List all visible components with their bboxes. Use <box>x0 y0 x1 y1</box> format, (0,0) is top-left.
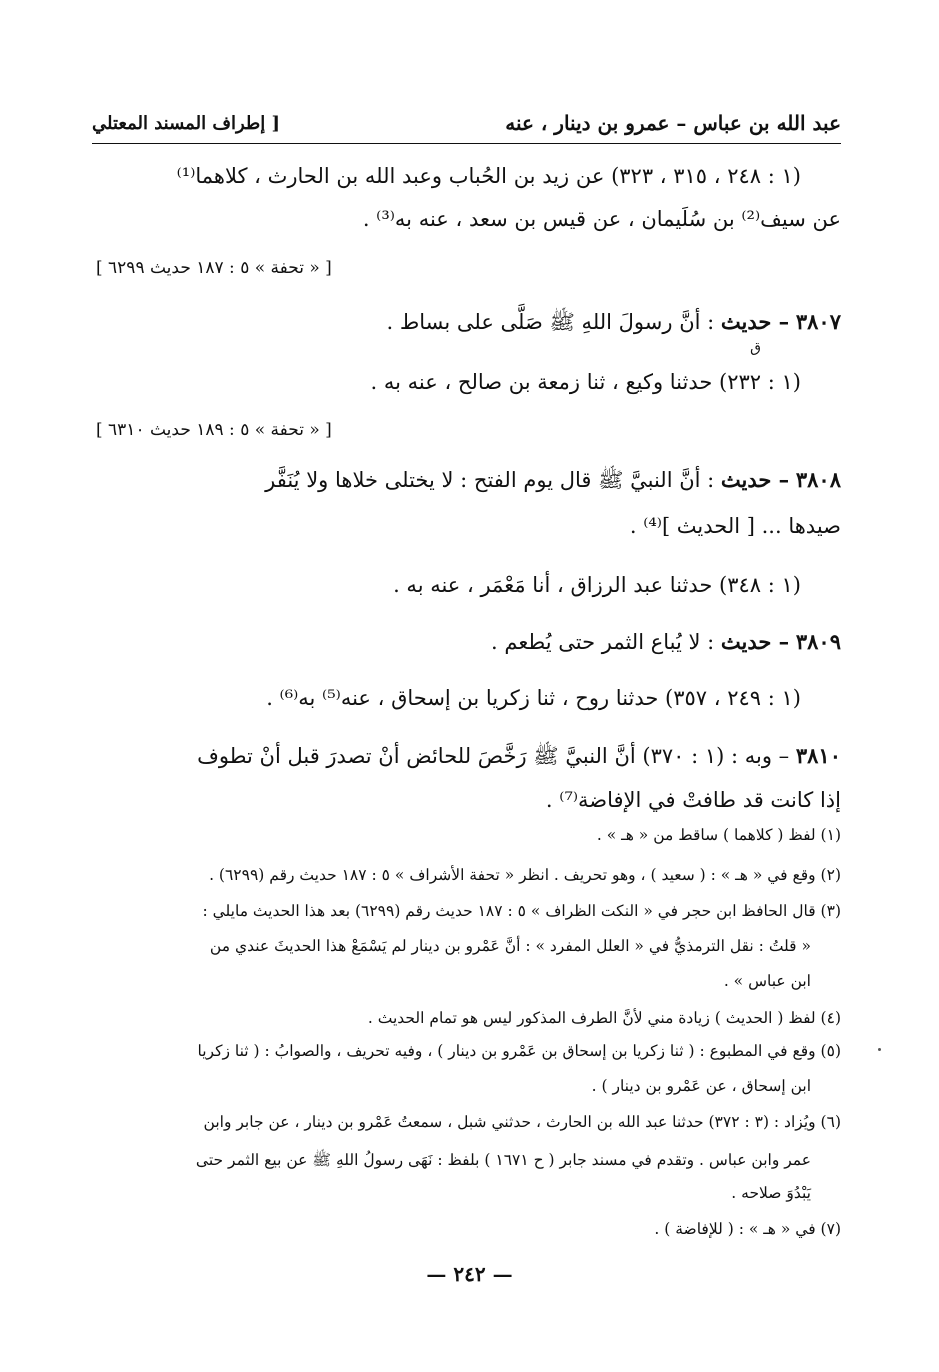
hadith-3807 <box>92 309 841 340</box>
hadith-text: : أنَّ رسولَ اللهِ ﷺ صَلَّى على بساط . <box>386 310 715 334</box>
intro-line-2: عن سيف⁽²⁾ بن سُلَيمان ، عن قيس بن سعد ، عنه به⁽³⁾ . <box>362 207 841 231</box>
source-mark: ق <box>750 340 761 356</box>
hadith-number: ٣٨٠٧ <box>795 309 841 334</box>
footnote-6: (٦) ويُزاد : (٣ : ٣٧٢) حدثنا عبد الله بن الحارث ، حدثني شبل ، سمعتُ عَمْرو بن دينار ، عن جابر وابن <box>203 1113 841 1131</box>
hadith-number: ٣٨١٠ <box>795 743 841 768</box>
hadith-keyword: – حديث <box>720 629 790 654</box>
hadith-3809 <box>92 629 841 654</box>
hadith-3810-cont: إذا كانت قد طافتْ في الإفاضة⁽⁷⁾ . <box>545 788 841 812</box>
intro-line-1: (١ : ٢٤٨ ، ٣١٥ ، ٣٢٣) عن زيد بن الحُباب وعبد الله بن الحارث ، كلاهما⁽¹⁾ <box>176 164 801 188</box>
footnote-6-end: يَبْدُوَ صلاحه . <box>731 1184 811 1202</box>
hadith-text: : أنَّ النبيَّ ﷺ قال يوم الفتح : لا يختلى خلاها ولا يُنَفَّر <box>265 468 715 492</box>
hadith-keyword: – حديث <box>720 467 790 492</box>
hadith-keyword: – حديث <box>720 309 790 334</box>
hadith-text: – وبه : (١ : ٣٧٠) أنَّ النبيَّ ﷺ رَخَّصَ للحائض أنْ تصدرَ قبل أنْ تطوف <box>197 744 790 768</box>
tuhfa-reference: [ « تحفة » ٥ : ١٨٧ حديث ٦٢٩٩ ] <box>96 258 332 278</box>
page-number: — ٢٤٢ — <box>426 1262 513 1286</box>
footnote-3: (٣) قال الحافظ ابن حجر في « النكت الظراف » ٥ : ١٨٧ حديث رقم (٦٢٩٩) بعد هذا الحديث مايلي : <box>202 902 841 920</box>
footnote-5-cont: ابن إسحاق ، عن عَمْرو بن دينار ) . <box>591 1077 811 1095</box>
header-book-title: [ إطراف المسند المعتلي <box>92 112 281 134</box>
footnote-7: (٧) في « هـ » : ( للإفاضة ) . <box>654 1220 841 1238</box>
footnote-3-quote-end: ابن عباس » . <box>723 972 811 990</box>
isnad-3807: (١ : ٢٣٢) حدثنا وكيع ، ثنا زمعة بن صالح ، عنه به . <box>370 370 801 394</box>
footnote-2: (٢) وقع في « هـ » : ( سعيد ) ، وهو تحريف . انظر « تحفة الأشراف » ٥ : ١٨٧ حديث رقم (٦٢٩٩) . <box>209 866 841 884</box>
footnote-5: (٥) وقع في المطبوع : ( ثنا زكريا بن إسحاق بن عَمْرو بن دينار ) ، وفيه تحريف ، والصوابُ : ( ثنا زكريا <box>197 1042 841 1060</box>
footnote-1: (١) لفظ ( كلاهما ) ساقط من « هـ » . <box>596 826 841 844</box>
hadith-3810 <box>92 743 841 774</box>
hadith-3808-cont: صيدها ... [ الحديث ]⁽⁴⁾ . <box>629 514 841 538</box>
hadith-number: ٣٨٠٩ <box>795 629 841 654</box>
isnad-3809: (١ : ٢٤٩ ، ٣٥٧) حدثنا روح ، ثنا زكريا بن إسحاق ، عنه⁽⁵⁾ به⁽⁶⁾ . <box>266 686 801 710</box>
footnote-3-quote: « قلتُ : نقل الترمذيُّ في « العلل المفرد » : أنَّ عَمْرو بن دينار لم يَسْمَعْ هذا الحديثَ عندي من <box>209 937 811 955</box>
header-rule <box>92 143 841 144</box>
footnote-4: (٤) لفظ ( الحديث ) زيادة مني لأنَّ الطرف المذكور ليس هو تمام الحديث . <box>367 1009 841 1027</box>
hadith-3808 <box>92 467 841 498</box>
running-header <box>92 106 841 140</box>
footnote-6-cont: عمر وابن عباس . وتقدم في مسند جابر ( ح ١٦٧١ ) بلفظ : نَهَى رسولُ اللهِ ﷺ عن بيع الثمر حتى <box>195 1151 811 1169</box>
tuhfa-reference: [ « تحفة » ٥ : ١٨٩ حديث ٦٣١٠ ] <box>96 420 332 440</box>
hadith-text: : لا يُباع الثمر حتى يُطعم . <box>491 630 715 654</box>
isnad-3808: (١ : ٣٤٨) حدثنا عبد الرزاق ، أنا مَعْمَر ، عنه به . <box>393 573 801 597</box>
scan-speck <box>878 1048 881 1051</box>
header-title: عبد الله بن عباس – عمرو بن دينار ، عنه <box>505 111 841 135</box>
hadith-number: ٣٨٠٨ <box>795 467 841 492</box>
